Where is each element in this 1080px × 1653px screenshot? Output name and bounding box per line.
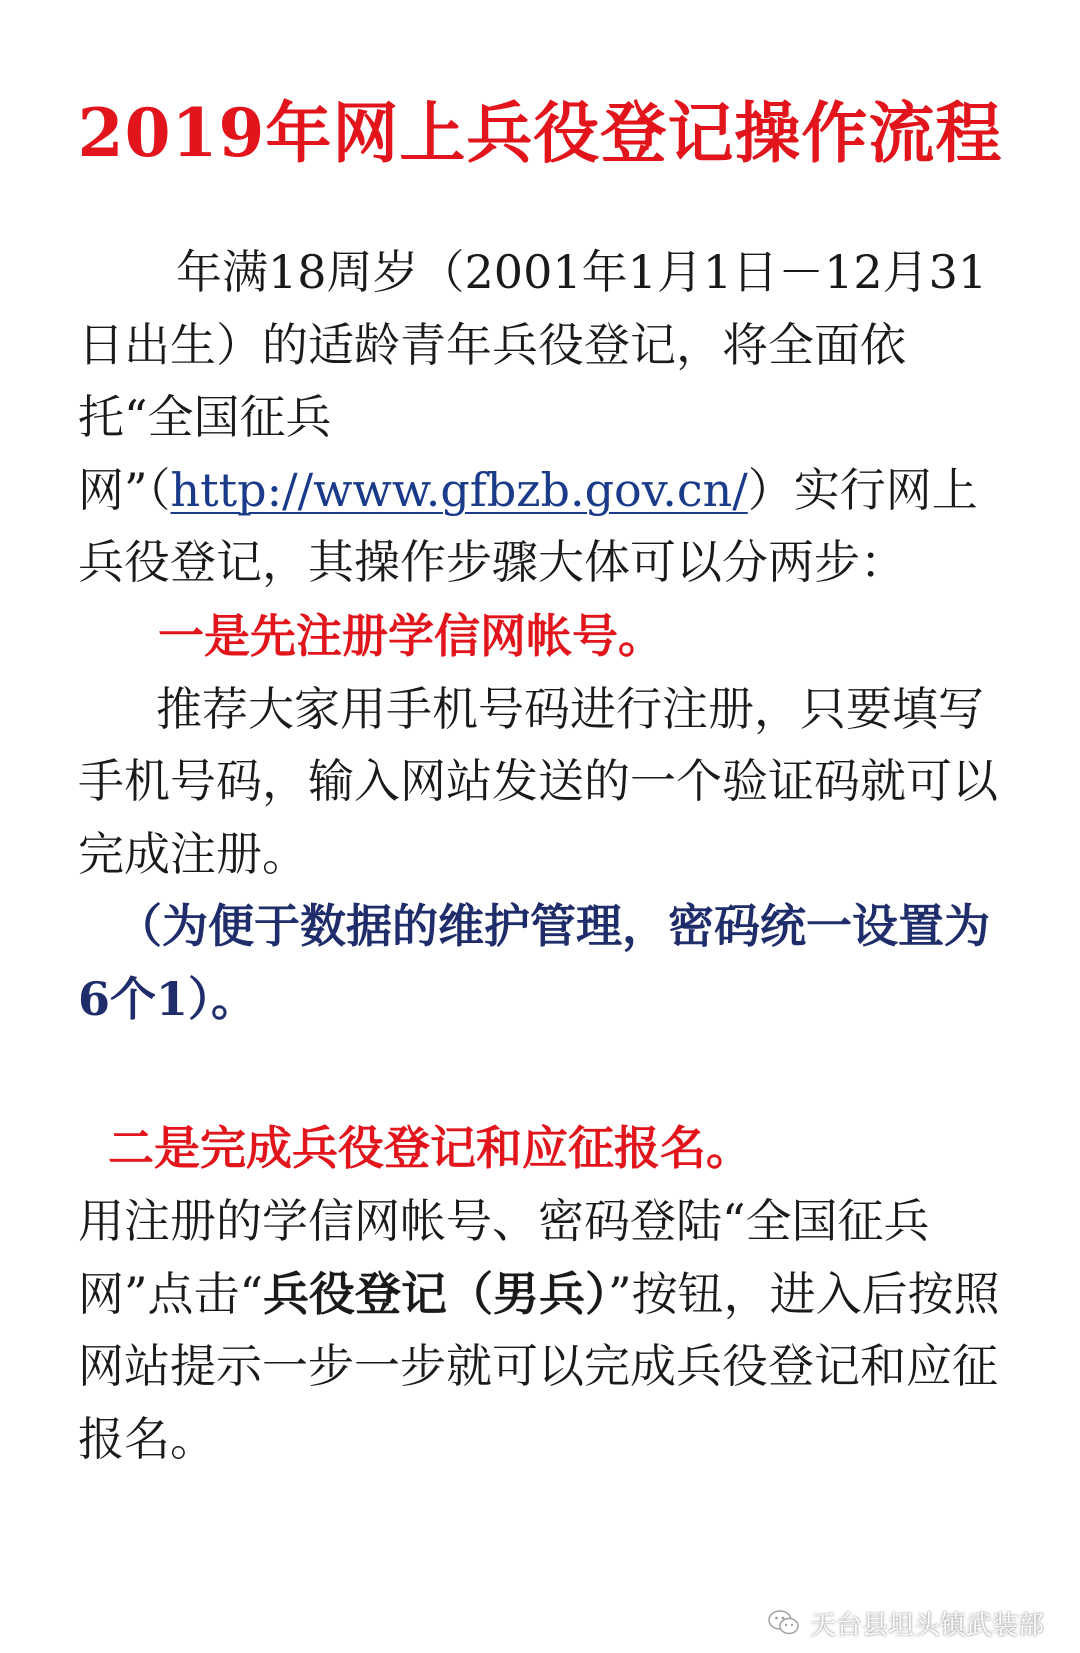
website-link[interactable]: http://www.gfbzb.gov.cn/ [170,462,748,517]
intro-paragraph [78,236,1008,599]
watermark-text: 天台县坦头镇武装部 [809,1610,1044,1641]
step2-text-part2: ”按钮，进入后按照网站提示一步一步就可以完成兵役登记和应征报名。 [78,1266,1000,1466]
intro-text-part2: ）实行网上兵役登记，其操作步骤大体可以分两步： [78,462,978,589]
watermark [768,1601,1044,1645]
password-note: （为便于数据的维护管理，密码统一设置为6个1）。 [78,899,990,1026]
step1-paragraph: 推荐大家用手机号码进行注册，只要填写手机号码，输入网站发送的一个验证码就可以完成注册。 [78,681,998,881]
step2-text-part1: 用注册的学信网帐号、密码登陆“全国征兵网”点击“ [78,1194,930,1321]
intro-text-part1: 年满18周岁（2001年1月1日－12月31日出生）的适龄青年兵役登记，将全面依托“全国征兵网”（ [78,245,988,517]
step2-heading: 二是完成兵役登记和应征报名。 [108,1121,752,1175]
step2-paragraph [78,1185,1008,1475]
step2-button-name: 兵役登记（男兵） [263,1266,609,1321]
wechat-icon [768,1609,800,1637]
body-text [78,236,1008,1475]
page-title: 2019年网上兵役登记操作流程 [77,94,1003,172]
section-spacer [78,1035,1008,1111]
step1-heading: 一是先注册学信网帐号。 [158,608,664,663]
